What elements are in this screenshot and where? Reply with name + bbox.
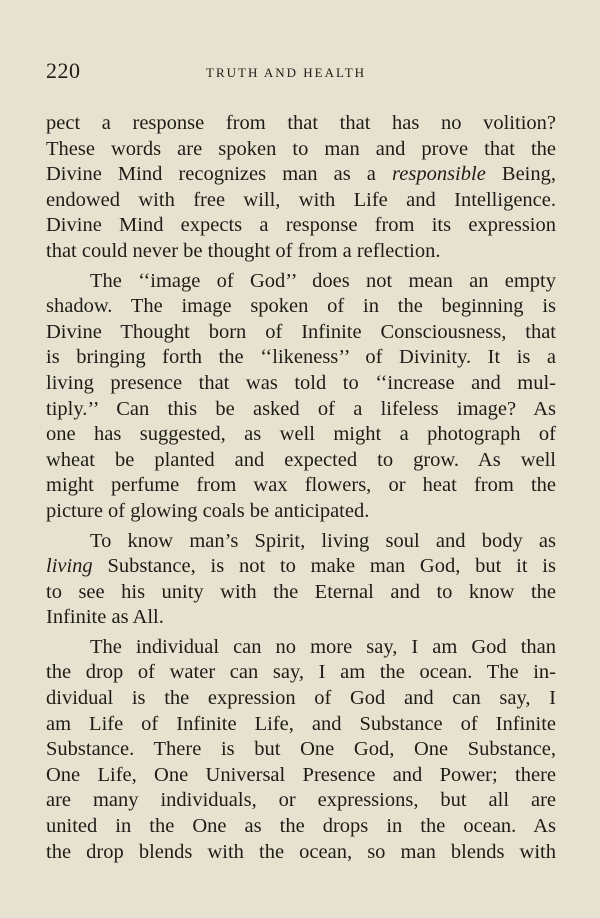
paragraph-2 [46, 269, 556, 525]
text-line: These words are spoken to man and prove that the [46, 137, 556, 160]
page-number: 220 [46, 58, 81, 83]
paragraph-1 [46, 111, 556, 265]
text-line: Divine Mind recognizes man as a responsible Being, [46, 163, 557, 186]
text-line: that could never be thought of from a reflection. [46, 239, 441, 262]
text-line: picture of glowing coals be anticipated. [46, 499, 370, 522]
text-line: to see his unity with the Eternal and to know the [46, 580, 556, 603]
italic-emphasis: responsible [392, 163, 486, 186]
text-line: are many individuals, or expressions, but all are [46, 789, 556, 812]
text-line: am Life of Infinite Life, and Substance of Infinite [46, 712, 556, 735]
text-line: The individual can no more say, I am God than [90, 635, 556, 658]
text-line: united in the One as the drops in the ocean. As [46, 815, 556, 838]
text-line: wheat be planted and expected to grow. As well [46, 448, 556, 471]
body-text [46, 111, 556, 865]
text-line: Divine Mind expects a response from its expression [46, 214, 556, 237]
page-header [46, 58, 556, 88]
text-line: Infinite as All. [46, 606, 164, 629]
text-line: The ‘‘image of God’’ does not mean an empty [90, 269, 556, 292]
text-line: endowed with free will, with Life and Intelligence. [46, 188, 556, 211]
text-line: Substance. There is but One God, One Substance, [46, 738, 556, 761]
text-line: living presence that was told to ‘‘increase and mul- [46, 371, 556, 394]
text-line: is bringing forth the ‘‘likeness’’ of Divinity. It is a [46, 346, 556, 369]
italic-emphasis: living [46, 555, 93, 578]
paragraph-3 [46, 529, 556, 631]
text-line: one has suggested, as well might a photograph of [46, 423, 556, 446]
text-line: shadow. The image spoken of in the beginning is [46, 295, 556, 318]
text-line: Divine Thought born of Infinite Consciousness, that [46, 320, 556, 343]
text-line: dividual is the expression of God and can say, I [46, 687, 556, 710]
text-line: pect a response from that that has no volition? [46, 112, 556, 134]
paragraph-4 [46, 635, 556, 865]
text-line: might perfume from wax flowers, or heat from the [46, 474, 556, 497]
text-line: One Life, One Universal Presence and Power; there [46, 763, 556, 786]
text-line: tiply.’’ Can this be asked of a lifeless image? As [46, 397, 556, 420]
text-line: the drop of water can say, I am the ocean. The in- [46, 661, 556, 684]
running-head: TRUTH AND HEALTH [206, 65, 367, 80]
text-line: the drop blends with the ocean, so man blends with [46, 840, 556, 863]
text-line: living Substance, is not to make man God, but it is [46, 555, 556, 578]
text-line: To know man’s Spirit, living soul and body as [90, 529, 556, 552]
